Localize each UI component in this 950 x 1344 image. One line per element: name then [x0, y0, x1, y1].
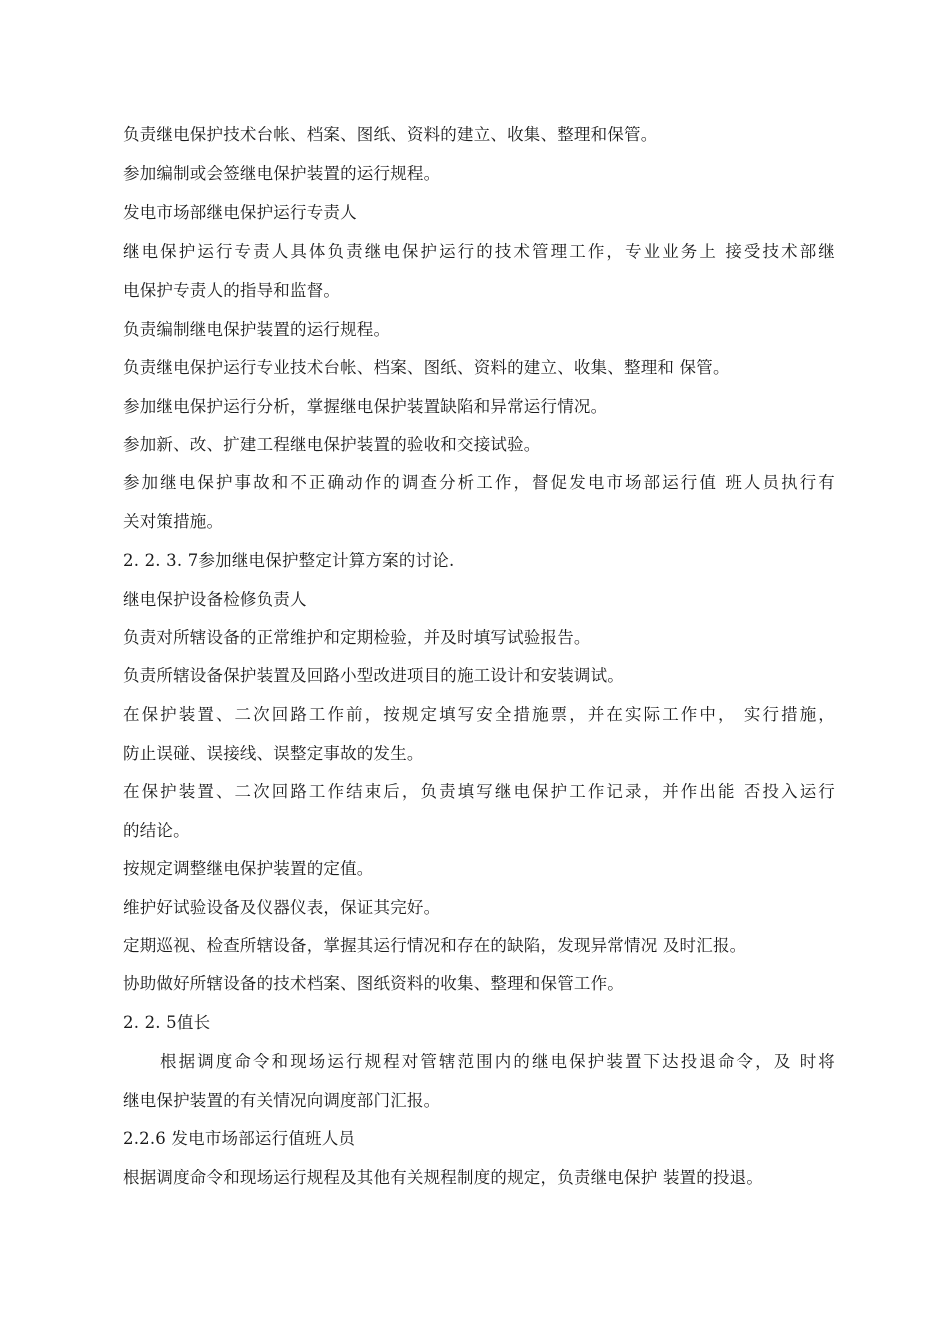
paragraph-line: 负责编制继电保护装置的运行规程。 [123, 320, 391, 339]
paragraph-line: 继电保护装置的有关情况向调度部门汇报。 [123, 1091, 441, 1110]
paragraph-line: 关对策措施。 [123, 512, 224, 531]
section-heading: 继电保护设备检修负责人 [123, 590, 307, 609]
paragraph-line: 继电保护运行专责人具体负责继电保护运行的技术管理工作，专业业务上 接受技术部继 [123, 242, 835, 261]
paragraph-line: 的结论。 [123, 821, 190, 840]
paragraph-line: 根据调度命令和现场运行规程对管辖范围内的继电保护装置下达投退命令，及 时将 [160, 1052, 835, 1071]
section-heading: 发电市场部继电保护运行专责人 [123, 203, 357, 222]
paragraph-line: 在保护装置、二次回路工作前，按规定填写安全措施票，并在实际工作中， 实行措施， [123, 705, 835, 724]
paragraph-line: 参加继电保护运行分析，掌握继电保护装置缺陷和异常运行情况。 [123, 397, 608, 416]
paragraph-line: 负责对所辖设备的正常维护和定期检验，并及时填写试验报告。 [123, 628, 591, 647]
paragraph-line: 定期巡视、检查所辖设备，掌握其运行情况和存在的缺陷，发现异常情况 及时汇报。 [123, 936, 747, 955]
paragraph-line: 在保护装置、二次回路工作结束后，负责填写继电保护工作记录，并作出能 否投入运行 [123, 782, 835, 801]
paragraph-line: 负责继电保护技术台帐、档案、图纸、资料的建立、收集、整理和保管。 [123, 125, 658, 144]
paragraph-line: 参加新、改、扩建工程继电保护装置的验收和交接试验。 [123, 435, 541, 454]
paragraph-line: 防止误碰、误接线、误整定事故的发生。 [123, 744, 424, 763]
section-heading: 2.2.6 发电市场部运行值班人员 [123, 1129, 356, 1148]
paragraph-line: 负责继电保护运行专业技术台帐、档案、图纸、资料的建立、收集、整理和 保管。 [123, 358, 730, 377]
section-heading: 2. 2. 3. 7参加继电保护整定计算方案的讨论. [123, 551, 455, 570]
paragraph-line: 协助做好所辖设备的技术档案、图纸资料的收集、整理和保管工作。 [123, 974, 624, 993]
paragraph-line: 按规定调整继电保护装置的定值。 [123, 859, 374, 878]
paragraph-line: 参加继电保护事故和不正确动作的调查分析工作，督促发电市场部运行值 班人员执行有 [123, 473, 835, 492]
section-heading: 2. 2. 5值长 [123, 1013, 211, 1032]
paragraph-line: 电保护专责人的指导和监督。 [123, 281, 341, 300]
paragraph-line: 参加编制或会签继电保护装置的运行规程。 [123, 164, 441, 183]
paragraph-line: 负责所辖设备保护装置及回路小型改进项目的施工设计和安装调试。 [123, 666, 624, 685]
paragraph-line: 维护好试验设备及仪器仪表，保证其完好。 [123, 898, 441, 917]
paragraph-line: 根据调度命令和现场运行规程及其他有关规程制度的规定，负责继电保护 装置的投退。 [123, 1168, 764, 1187]
